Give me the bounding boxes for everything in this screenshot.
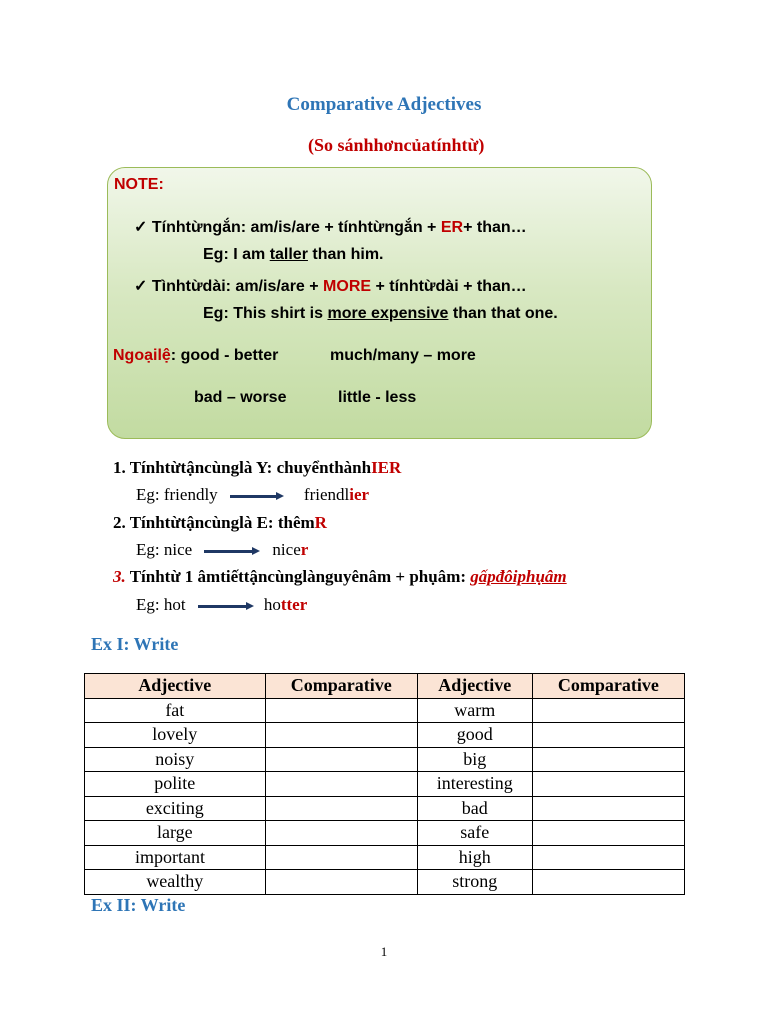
rule-number: 3. bbox=[113, 567, 126, 586]
example-base-word: Eg: nice bbox=[136, 540, 193, 559]
adjective-cell: safe bbox=[417, 821, 532, 846]
check-icon: ✓ bbox=[134, 219, 148, 236]
answer-cell[interactable] bbox=[532, 821, 684, 846]
adjective-cell: fat bbox=[85, 698, 266, 723]
example-result-ending: ier bbox=[349, 485, 370, 504]
answer-cell[interactable] bbox=[265, 845, 417, 870]
exercise-1-title: Ex I: Write bbox=[91, 634, 179, 654]
adjective-cell: big bbox=[417, 747, 532, 772]
exception-pair: : good - better bbox=[170, 347, 279, 364]
column-header: Adjective bbox=[417, 674, 532, 699]
table-row bbox=[85, 796, 685, 821]
column-header: Comparative bbox=[532, 674, 684, 699]
page-subtitle: (So sánhhơncủatínhtừ) bbox=[308, 135, 485, 155]
example-underlined: more expensive bbox=[327, 305, 449, 322]
adjective-cell: important bbox=[85, 845, 266, 870]
adjective-cell: bad bbox=[417, 796, 532, 821]
rule-2 bbox=[113, 513, 327, 533]
example-text-end: than that one. bbox=[448, 305, 558, 322]
adjective-cell: polite bbox=[85, 772, 266, 797]
rule-text: Tínhtừtậncùnglà E: thêm bbox=[129, 513, 315, 532]
example-text: Eg: I am bbox=[203, 246, 270, 263]
answer-cell[interactable] bbox=[265, 747, 417, 772]
example-underlined: taller bbox=[269, 246, 308, 263]
answer-cell[interactable] bbox=[265, 821, 417, 846]
answer-cell[interactable] bbox=[532, 796, 684, 821]
exception-pair: bad – worse bbox=[194, 389, 287, 406]
note-example-long bbox=[203, 305, 558, 323]
column-header: Comparative bbox=[265, 674, 417, 699]
exercise-1-table bbox=[84, 673, 685, 895]
table-row bbox=[85, 870, 685, 895]
example-text: Eg: This shirt is bbox=[203, 305, 328, 322]
answer-cell[interactable] bbox=[265, 870, 417, 895]
rule-number: 1. bbox=[113, 458, 126, 477]
adjective-cell: warm bbox=[417, 698, 532, 723]
adjective-cell: strong bbox=[417, 870, 532, 895]
adjective-cell: large bbox=[85, 821, 266, 846]
answer-cell[interactable] bbox=[265, 796, 417, 821]
rule-text: Tínhtừtậncùnglà Y: chuyểnthành bbox=[129, 458, 372, 477]
example-base-word: Eg: hot bbox=[136, 595, 186, 614]
rule-number: 2. bbox=[113, 513, 126, 532]
rule-highlight: IER bbox=[371, 458, 402, 477]
rule-1 bbox=[113, 458, 401, 478]
answer-cell[interactable] bbox=[532, 845, 684, 870]
table-row bbox=[85, 723, 685, 748]
note-rule-short bbox=[134, 217, 527, 237]
adjective-cell: noisy bbox=[85, 747, 266, 772]
example-result-ending: r bbox=[300, 540, 309, 559]
answer-cell[interactable] bbox=[532, 772, 684, 797]
note-label: NOTE: bbox=[114, 176, 164, 193]
example-base-word: Eg: friendly bbox=[136, 485, 218, 504]
exception-pair: much/many – more bbox=[330, 347, 476, 364]
page-title: Comparative Adjectives bbox=[286, 94, 482, 115]
check-icon: ✓ bbox=[134, 278, 148, 295]
arrow-right-icon bbox=[198, 602, 254, 611]
rule-text-end: + tínhtừdài + than… bbox=[371, 278, 527, 295]
example-text-end: than him. bbox=[307, 246, 384, 263]
answer-cell[interactable] bbox=[265, 698, 417, 723]
table-row bbox=[85, 747, 685, 772]
answer-cell[interactable] bbox=[532, 747, 684, 772]
exceptions-line-1 bbox=[113, 347, 278, 365]
adjective-cell: lovely bbox=[85, 723, 266, 748]
adjective-cell: high bbox=[417, 845, 532, 870]
answer-cell[interactable] bbox=[532, 698, 684, 723]
note-rule-long bbox=[134, 276, 527, 296]
rule-text: Tìnhtừdài: am/is/are + bbox=[151, 278, 324, 295]
rule-1-example bbox=[136, 485, 369, 505]
rule-3-example bbox=[136, 595, 307, 615]
note-example-short bbox=[203, 246, 384, 264]
answer-cell[interactable] bbox=[532, 723, 684, 748]
exceptions-label: Ngoạilệ bbox=[113, 347, 171, 364]
rule-2-example bbox=[136, 540, 308, 560]
table-row bbox=[85, 772, 685, 797]
answer-cell[interactable] bbox=[532, 870, 684, 895]
adjective-cell: good bbox=[417, 723, 532, 748]
exception-pair: little - less bbox=[338, 389, 417, 406]
rule-highlight: ER bbox=[440, 219, 464, 236]
adjective-cell: exciting bbox=[85, 796, 266, 821]
example-result-base: friendl bbox=[303, 485, 350, 504]
adjective-cell: wealthy bbox=[85, 870, 266, 895]
rule-text: Tínhtừngắn: am/is/are + tínhtừngắn + bbox=[151, 219, 441, 236]
rule-text: Tínhtừ 1 âmtiếttậncùnglànguyênâm + phụâm: bbox=[129, 567, 471, 586]
page-number: 1 bbox=[380, 944, 388, 959]
adjective-cell: interesting bbox=[417, 772, 532, 797]
table-row bbox=[85, 821, 685, 846]
example-result-base: nice bbox=[272, 540, 301, 559]
arrow-right-icon bbox=[204, 547, 260, 556]
rule-highlight: gấpđôiphụâm bbox=[470, 567, 567, 586]
rule-text-end: + than… bbox=[463, 219, 527, 236]
column-header: Adjective bbox=[85, 674, 266, 699]
rule-highlight: R bbox=[314, 513, 327, 532]
table-header-row bbox=[85, 674, 685, 699]
answer-cell[interactable] bbox=[265, 772, 417, 797]
answer-cell[interactable] bbox=[265, 723, 417, 748]
example-result-ending: tter bbox=[280, 595, 308, 614]
exercise-2-title: Ex II: Write bbox=[91, 895, 186, 915]
rule-3 bbox=[113, 567, 567, 587]
table-row bbox=[85, 698, 685, 723]
example-result-base: ho bbox=[263, 595, 281, 614]
rule-highlight: MORE bbox=[323, 278, 372, 295]
table-row bbox=[85, 845, 685, 870]
arrow-right-icon bbox=[230, 492, 284, 501]
